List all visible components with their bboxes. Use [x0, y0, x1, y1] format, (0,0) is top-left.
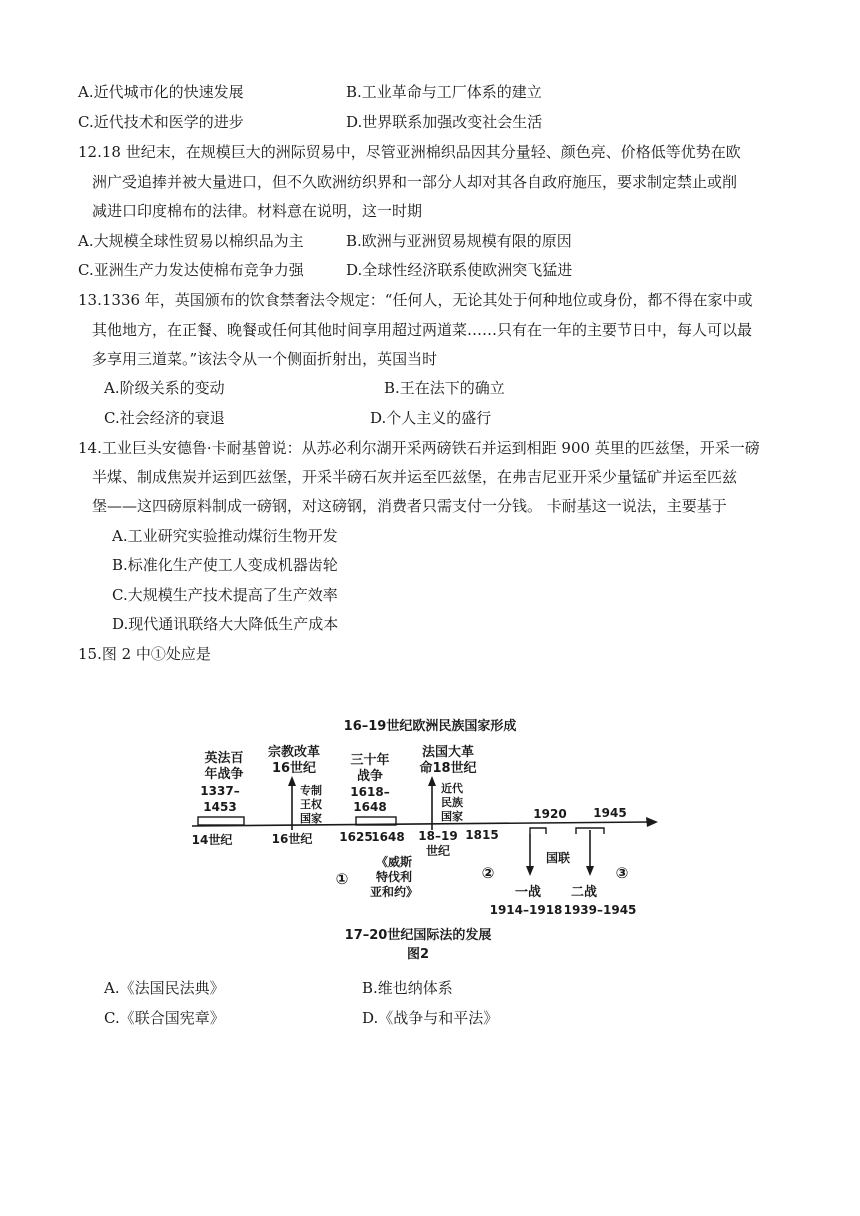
- axis-label-1648: 1648: [371, 830, 405, 844]
- q11-option-b: B.工业革命与工厂体系的建立: [346, 83, 542, 101]
- year-1920: 1920: [533, 807, 567, 821]
- marker-1: ①: [335, 870, 349, 888]
- q14-stem-line-1: 14.工业巨头安德鲁·卡耐基曾说：从苏必利尔湖开采两磅铁石并运到相距 900 英里的匹兹堡，开采一磅: [78, 439, 760, 457]
- label-westphalia-treaty: [370, 854, 418, 899]
- svg-text:三十年: 三十年: [350, 753, 390, 768]
- diagram-title-bottom: 17–20世纪国际法的发展: [344, 928, 492, 943]
- svg-text:近代: 近代: [441, 782, 463, 795]
- q14-stem-line-3: 堡——这四磅原料制成一磅钢，对这磅钢，消费者只需支付一分钱。 卡耐基这一说法，主要基于: [92, 497, 727, 515]
- label-ww2-years: 1939–1945: [563, 903, 637, 917]
- axis-label-century: 世纪: [425, 844, 451, 858]
- label-nation-state: [441, 781, 464, 823]
- svg-text:1618–: 1618–: [350, 785, 390, 799]
- q12-stem-line-1: 12.18 世纪末，在规模巨大的洲际贸易中，尽管亚洲棉织品因其分量轻、颜色亮、价格低等优势在欧: [78, 143, 741, 161]
- label-ww1: 一战: [514, 885, 542, 900]
- q13-option-d: D.个人主义的盛行: [370, 409, 492, 427]
- q15-option-c: C.《联合国宪章》: [104, 1009, 225, 1027]
- svg-text:民族: 民族: [441, 796, 463, 809]
- q13-stem-line-1: 13.1336 年，英国颁布的饮食禁奢法令规定：“任何人，无论其处于何种地位或身份，都不得在家中或: [78, 291, 753, 309]
- svg-text:战争: 战争: [356, 769, 384, 784]
- q13-option-c: C.社会经济的衰退: [104, 409, 225, 427]
- q12-stem-line-2: 洲广受追捧并被大量进口，但不久欧洲纺织界和一部分人却对其各自政府施压，要求制定禁止或削: [92, 173, 738, 191]
- q14-option-c: C.大规模生产技术提高了生产效率: [112, 586, 338, 604]
- svg-text:1648: 1648: [353, 800, 387, 814]
- label-ww2: 二战: [570, 885, 598, 900]
- svg-text:年战争: 年战争: [204, 767, 244, 782]
- event-reformation: [268, 744, 320, 776]
- arrowhead-nation-state: [428, 776, 436, 786]
- svg-text:法国大革: 法国大革: [421, 745, 475, 760]
- svg-text:命18世纪: 命18世纪: [419, 761, 477, 776]
- q12-option-c: C.亚洲生产力发达使棉布竞争力强: [78, 261, 304, 279]
- q12-option-b: B.欧洲与亚洲贸易规模有限的原因: [346, 232, 572, 250]
- svg-text:1337–: 1337–: [200, 784, 240, 798]
- q11-option-d: D.世界联系加强改变社会生活: [346, 113, 543, 131]
- svg-text:特伐利: 特伐利: [375, 870, 413, 884]
- q14-stem-line-2: 半煤、制成焦炭并运到匹兹堡，开采半磅石灰并运至匹兹堡，在弗吉尼亚开采少量锰矿并运至匹兹: [92, 468, 738, 486]
- q13-option-a: A.阶级关系的变动: [104, 379, 225, 397]
- event-french-revolution: [419, 744, 476, 776]
- svg-text:国家: 国家: [300, 812, 322, 825]
- svg-text:1453: 1453: [203, 800, 237, 814]
- figure-2-svg: [180, 708, 670, 970]
- q15-stem: 15.图 2 中①处应是: [78, 645, 211, 663]
- q11-option-c: C.近代技术和医学的进步: [78, 113, 244, 131]
- q15-option-d: D.《战争与和平法》: [362, 1009, 499, 1027]
- axis-label-1815: 1815: [465, 828, 499, 842]
- bracket-1337-1453: [198, 817, 244, 825]
- label-league: 国联: [546, 851, 571, 865]
- svg-text:英法百: 英法百: [204, 751, 244, 766]
- q13-option-b: B.王在法下的确立: [384, 379, 505, 397]
- event-hundred-years-war: [200, 750, 243, 814]
- arrowhead-absolute-monarchy: [288, 776, 296, 786]
- marker-2: ②: [481, 864, 495, 882]
- label-ww1-years: 1914–1918: [489, 903, 563, 917]
- axis-label-18-19: 18–19: [418, 829, 458, 843]
- svg-text:亚和约》: 亚和约》: [369, 885, 419, 899]
- timeline-arrowhead: [646, 817, 658, 827]
- axis-label-1625: 1625: [339, 830, 373, 844]
- timeline-axis: [192, 822, 650, 826]
- bracket-league-left: [530, 828, 546, 834]
- svg-text:国家: 国家: [441, 810, 463, 823]
- q12-option-a: A.大规模全球性贸易以棉织品为主: [78, 232, 304, 250]
- diagram-title-top: 16–19世纪欧洲民族国家形成: [343, 719, 517, 734]
- year-1945: 1945: [593, 806, 627, 820]
- q12-option-d: D.全球性经济联系使欧洲突飞猛进: [346, 261, 573, 279]
- svg-text:王权: 王权: [300, 798, 322, 811]
- svg-text:专制: 专制: [300, 784, 322, 797]
- svg-text:《威斯: 《威斯: [375, 855, 413, 869]
- diagram-caption: 图2: [406, 947, 430, 962]
- axis-label-14c: 14世纪: [191, 833, 233, 847]
- marker-3: ③: [615, 864, 629, 882]
- q13-stem-line-3: 多享用三道菜。”该法令从一个侧面折射出，英国当时: [92, 350, 438, 368]
- axis-label-16c: 16世纪: [271, 832, 313, 846]
- q15-option-a: A.《法国民法典》: [104, 979, 225, 997]
- q15-option-b: B.维也纳体系: [362, 979, 453, 997]
- q14-option-b: B.标准化生产使工人变成机器齿轮: [112, 556, 338, 574]
- q12-stem-line-3: 减进口印度棉布的法律。材料意在说明，这一时期: [92, 202, 423, 220]
- q13-stem-line-2: 其他地方，在正餐、晚餐或任何其他时间享用超过两道菜……只有在一年的主要节日中，每人可以最: [92, 321, 753, 339]
- label-absolute-monarchy: [300, 783, 323, 825]
- arrowhead-ww2: [586, 866, 594, 876]
- figure-2-diagram: [180, 708, 670, 970]
- q14-option-d: D.现代通讯联络大大降低生产成本: [112, 615, 339, 633]
- arrowhead-ww1: [526, 866, 534, 876]
- q11-option-a: A.近代城市化的快速发展: [78, 83, 244, 101]
- q14-option-a: A.工业研究实验推动煤衍生物开发: [112, 527, 338, 545]
- event-thirty-years-war: [350, 752, 389, 814]
- svg-text:16世纪: 16世纪: [271, 761, 317, 776]
- svg-text:宗教改革: 宗教改革: [267, 745, 321, 760]
